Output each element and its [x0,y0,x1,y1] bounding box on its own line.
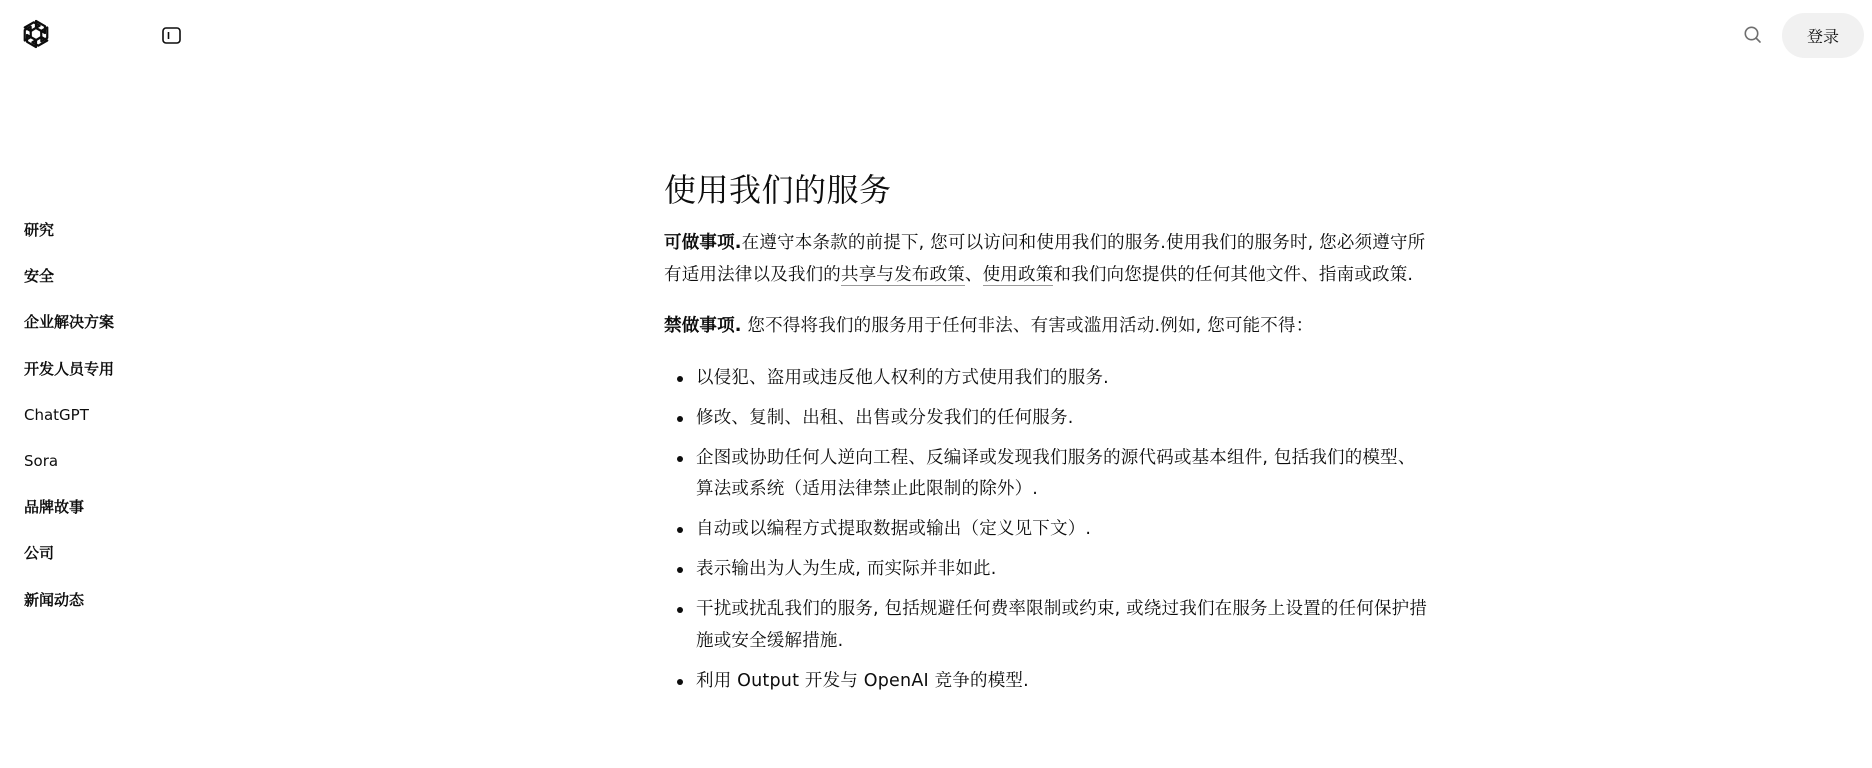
search-icon[interactable] [1741,23,1765,47]
login-button[interactable]: 登录 [1782,13,1864,58]
cannot-do-text: 您不得将我们的服务用于任何非法、有害或滥用活动.例如, 您可能不得： [741,316,1314,336]
list-item: 企图或协助任何人逆向工程、反编译或发现我们服务的源代码或基本组件, 包括我们的模型、算法或系统（适用法律禁止此限制的除外）. [664,443,1432,506]
can-do-text: 在遵守本条款的前提下, 您可以访问和使用我们的服务.使用我们的服务时, 您必须遵守所有适用法律以及我们的 [664,233,1426,285]
can-do-text-end: 和我们向您提供的任何其他文件、指南或政策. [1053,264,1414,285]
sidebar-item-enterprise[interactable]: 企业解决方案 [24,313,115,332]
prohibited-list [664,363,1432,698]
usage-policy-link[interactable]: 使用政策 [982,264,1054,285]
sidebar-toggle-icon[interactable] [161,26,183,46]
can-do-label: 可做事项. [664,233,742,253]
page-title: 使用我们的服务 [664,171,892,209]
list-item: 修改、复制、出租、出售或分发我们的任何服务. [664,403,1432,435]
openai-logo-icon[interactable] [19,17,53,51]
sidebar-item-research[interactable]: 研究 [24,221,55,239]
list-item: 自动或以编程方式提取数据或输出（定义见下文）. [664,514,1432,546]
list-item: 以侵犯、盗用或违反他人权利的方式使用我们的服务. [664,363,1432,395]
sidebar-item-news[interactable]: 新闻动态 [24,590,85,609]
sidebar-item-safety[interactable]: 安全 [24,267,55,286]
sidebar-item-sora[interactable]: Sora [24,451,59,470]
sidebar-item-stories[interactable]: 品牌故事 [24,498,85,517]
sidebar-item-developers[interactable]: 开发人员专用 [24,359,115,378]
list-item: 利用 Output 开发与 OpenAI 竞争的模型. [664,666,1432,698]
top-bar [0,0,1872,70]
sidebar-nav [24,218,224,634]
sidebar-item-chatgpt[interactable]: ChatGPT [24,405,89,424]
can-do-paragraph [664,228,1432,291]
list-item: 干扰或扰乱我们的服务, 包括规避任何费率限制或约束, 或绕过我们在服务上设置的任何保护措施或安全缓解措施. [664,594,1432,657]
list-item: 表示输出为人为生成, 而实际并非如此. [664,554,1432,586]
main-content [664,168,1432,706]
separator: 、 [964,264,983,285]
sidebar-item-company[interactable]: 公司 [24,544,55,563]
cannot-do-label: 禁做事项. [664,316,742,336]
cannot-do-paragraph [664,311,1432,343]
sharing-publication-policy-link[interactable]: 共享与发布政策 [841,264,965,285]
